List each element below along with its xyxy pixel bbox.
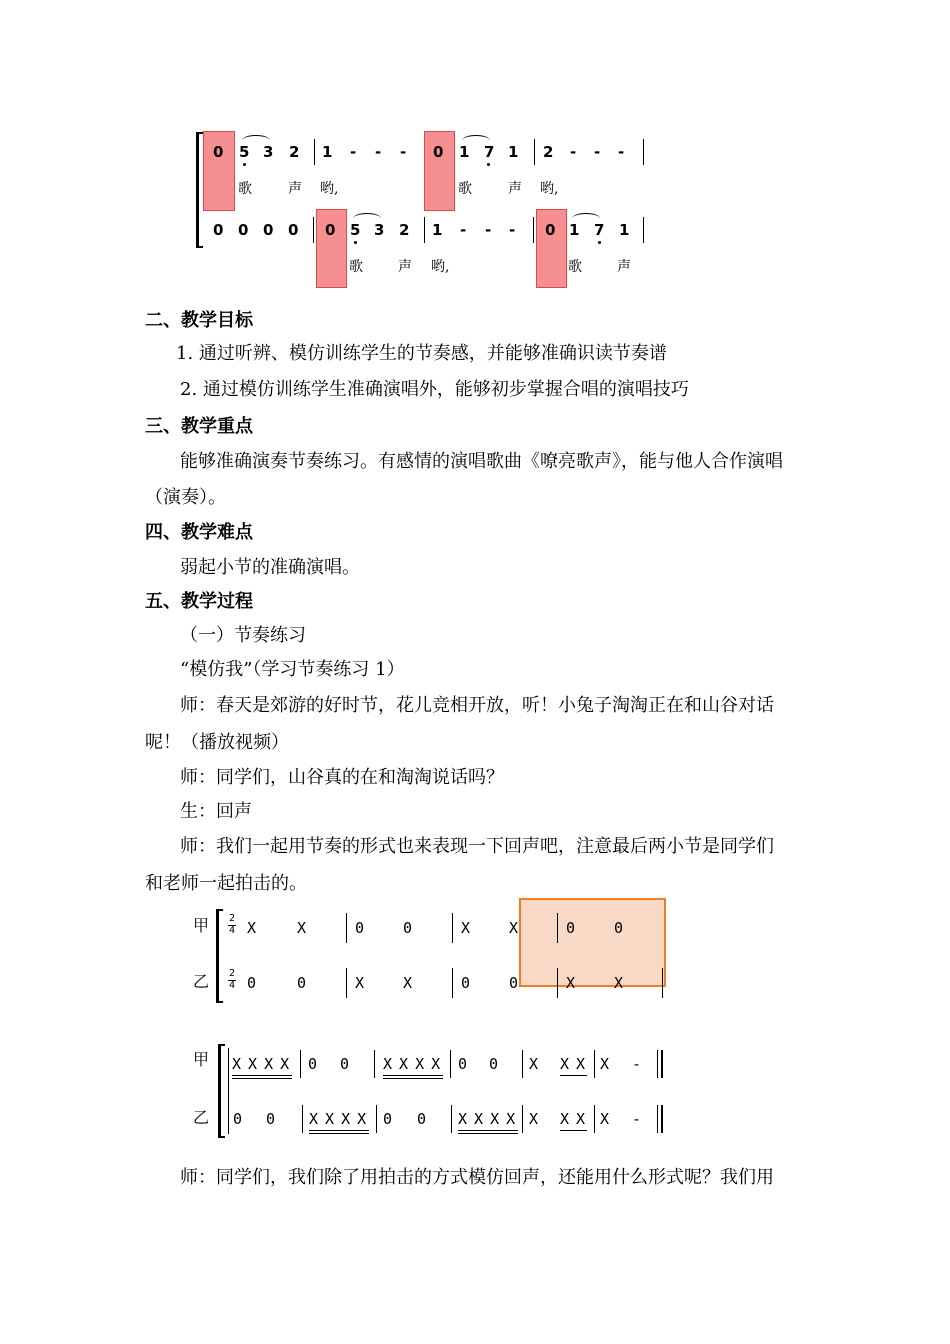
note: 1 <box>459 143 470 161</box>
barline <box>534 139 535 165</box>
rhythm-note: - <box>632 1110 642 1128</box>
underline <box>309 1130 369 1131</box>
paragraph: （演奏）。 <box>145 487 226 508</box>
system-bracket <box>218 1044 225 1138</box>
part-label: 乙 <box>193 972 210 991</box>
note: 3 <box>374 221 385 239</box>
barline <box>450 1050 451 1078</box>
system-bracket <box>196 132 203 248</box>
final-barline <box>661 1050 663 1078</box>
barline <box>300 1050 301 1078</box>
note: 5 <box>350 221 361 239</box>
note: - <box>570 143 577 161</box>
paragraph: 和老师一起拍击的。 <box>145 873 307 894</box>
part-label: 甲 <box>193 916 210 935</box>
rhythm-note: 0 <box>458 1055 468 1073</box>
note: 7 <box>594 221 605 239</box>
system-bracket <box>216 909 223 1003</box>
low-dot <box>243 163 246 166</box>
rhythm-note: X X <box>560 1055 585 1073</box>
barline <box>594 1050 595 1078</box>
rhythm-note: X <box>529 1055 539 1073</box>
barline <box>346 913 347 943</box>
rhythm-note: X X X X <box>309 1110 366 1128</box>
note: 1 <box>432 221 443 239</box>
barline <box>451 1105 452 1133</box>
rhythm-note: 0 <box>266 1110 276 1128</box>
rhythm-note: 0 <box>308 1055 318 1073</box>
lyric: 声 <box>288 181 302 197</box>
barline <box>313 217 314 243</box>
rhythm-note: X <box>509 919 519 937</box>
barline <box>657 1105 658 1133</box>
note: 1 <box>508 143 519 161</box>
barline <box>452 913 453 943</box>
note: - <box>594 143 601 161</box>
underline <box>232 1075 292 1076</box>
paragraph: 师：同学们，我们除了用拍击的方式模仿回声，还能用什么形式呢？我们用 <box>180 1167 774 1188</box>
paragraph: 师：我们一起用节奏的形式也来表现一下回声吧，注意最后两小节是同学们 <box>180 836 774 857</box>
lyric: 哟, <box>320 181 339 197</box>
paragraph: 生：回声 <box>180 801 252 822</box>
barline <box>557 913 558 943</box>
rhythm-note: X <box>600 1055 610 1073</box>
barline <box>346 968 347 998</box>
barline <box>533 217 534 243</box>
barline <box>302 1105 303 1133</box>
rhythm-note: 0 <box>417 1110 427 1128</box>
note: 0 <box>263 221 274 239</box>
barline <box>314 139 315 165</box>
rhythm-note: 0 <box>233 1110 243 1128</box>
slur <box>353 213 381 224</box>
rhythm-note: X <box>403 974 413 992</box>
barline <box>452 968 453 998</box>
lyric: 声 <box>398 259 412 275</box>
rhythm-note: X X X X <box>458 1110 515 1128</box>
slur <box>242 135 270 146</box>
lyric: 歌 <box>238 181 252 197</box>
rhythm-note: 0 <box>297 974 307 992</box>
goal-item: 1. 通过听辨、模仿训练学生的节奏感，并能够准确识读节奏谱 <box>176 343 667 364</box>
underline <box>458 1133 518 1134</box>
rhythm-note: 0 <box>340 1055 350 1073</box>
rhythm-note: X <box>297 919 307 937</box>
section-heading: 四、教学难点 <box>145 522 253 543</box>
barline <box>662 968 663 998</box>
rhythm-note: 0 <box>403 919 413 937</box>
barline <box>522 1105 523 1133</box>
low-dot <box>598 241 601 244</box>
underline <box>458 1130 518 1131</box>
note: - <box>509 221 516 239</box>
note: 1 <box>569 221 580 239</box>
note: 0 <box>288 221 299 239</box>
rhythm-note: 0 <box>566 919 576 937</box>
paragraph: 弱起小节的准确演唱。 <box>180 557 360 578</box>
sub-heading: “模仿我”（学习节奏练习 1） <box>180 659 405 680</box>
barline <box>643 217 644 243</box>
barline <box>594 1105 595 1133</box>
part-label: 甲 <box>193 1050 210 1069</box>
paragraph: 师：春天是郊游的好时节，花儿竞相开放，听！小兔子淘淘正在和山谷对话 <box>180 695 774 716</box>
rhythm-note: 0 <box>355 919 365 937</box>
underline <box>383 1075 443 1076</box>
note: 0 <box>433 143 444 161</box>
barline <box>643 139 644 165</box>
note: 1 <box>322 143 333 161</box>
underline <box>560 1130 587 1131</box>
note: 0 <box>238 221 249 239</box>
rhythm-note: X X X X <box>383 1055 440 1073</box>
goal-item: 2. 通过模仿训练学生准确演唱外，能够初步掌握合唱的演唱技巧 <box>180 379 689 400</box>
lyric: 声 <box>508 181 522 197</box>
note: 2 <box>543 143 554 161</box>
barline <box>424 217 425 243</box>
barline <box>374 1050 375 1078</box>
barline <box>557 968 558 998</box>
low-dot <box>487 163 490 166</box>
time-sig-top: 2 <box>229 968 236 979</box>
rhythm-note: 0 <box>489 1055 499 1073</box>
rhythm-note: X <box>247 919 257 937</box>
underline <box>232 1078 292 1079</box>
rhythm-note: 0 <box>614 919 624 937</box>
barline <box>228 1048 229 1134</box>
note: 2 <box>289 143 300 161</box>
note: 0 <box>325 221 336 239</box>
underline <box>309 1133 369 1134</box>
paragraph: 呢！（播放视频） <box>145 732 289 753</box>
lyric: 歌 <box>458 181 472 197</box>
rhythm-note: X <box>614 974 624 992</box>
rhythm-note: X <box>461 919 471 937</box>
slur <box>572 213 600 224</box>
time-sig-bottom: 4 <box>229 925 236 936</box>
paragraph: 能够准确演奏节奏练习。有感情的演唱歌曲《嘹亮歌声》，能与他人合作演唱 <box>180 451 783 472</box>
rhythm-note: X <box>529 1110 539 1128</box>
paragraph: 师：同学们，山谷真的在和淘淘说话吗？ <box>180 767 504 788</box>
underline <box>560 1075 587 1076</box>
low-dot <box>354 241 357 244</box>
note: 7 <box>484 143 495 161</box>
note: 0 <box>213 221 224 239</box>
barline <box>376 1105 377 1133</box>
lyric: 声 <box>617 259 631 275</box>
rhythm-note: - <box>632 1055 642 1073</box>
part-label: 乙 <box>193 1108 210 1127</box>
rhythm-note: 0 <box>509 974 519 992</box>
note: - <box>485 221 492 239</box>
note: 0 <box>213 143 224 161</box>
section-heading: 二、教学目标 <box>145 310 253 331</box>
lyric: 哟, <box>540 181 559 197</box>
note: 0 <box>545 221 556 239</box>
rhythm-note: X <box>355 974 365 992</box>
rhythm-note: 0 <box>247 974 257 992</box>
rhythm-note: X <box>600 1110 610 1128</box>
underline <box>383 1078 443 1079</box>
note: 2 <box>399 221 410 239</box>
final-barline <box>661 1105 663 1133</box>
sub-heading: （一）节奏练习 <box>180 625 306 646</box>
note: - <box>375 143 382 161</box>
barline <box>657 1050 658 1078</box>
time-sig-bottom: 4 <box>229 980 236 991</box>
note: 1 <box>619 221 630 239</box>
barline <box>522 1050 523 1078</box>
lyric: 哟, <box>431 259 450 275</box>
lyric: 歌 <box>568 259 582 275</box>
note: - <box>400 143 407 161</box>
rhythm-note: X X X X <box>232 1055 289 1073</box>
note: 5 <box>239 143 250 161</box>
rhythm-note: 0 <box>383 1110 393 1128</box>
section-heading: 五、教学过程 <box>145 591 253 612</box>
rhythm-note: X X <box>560 1110 585 1128</box>
note: 3 <box>263 143 274 161</box>
note: - <box>618 143 625 161</box>
rhythm-note: X <box>566 974 576 992</box>
note: - <box>460 221 467 239</box>
note: - <box>350 143 357 161</box>
time-sig-top: 2 <box>229 913 236 924</box>
lyric: 歌 <box>349 259 363 275</box>
section-heading: 三、教学重点 <box>145 416 253 437</box>
highlight-box <box>519 898 666 987</box>
rhythm-note: 0 <box>461 974 471 992</box>
slur <box>462 135 490 146</box>
